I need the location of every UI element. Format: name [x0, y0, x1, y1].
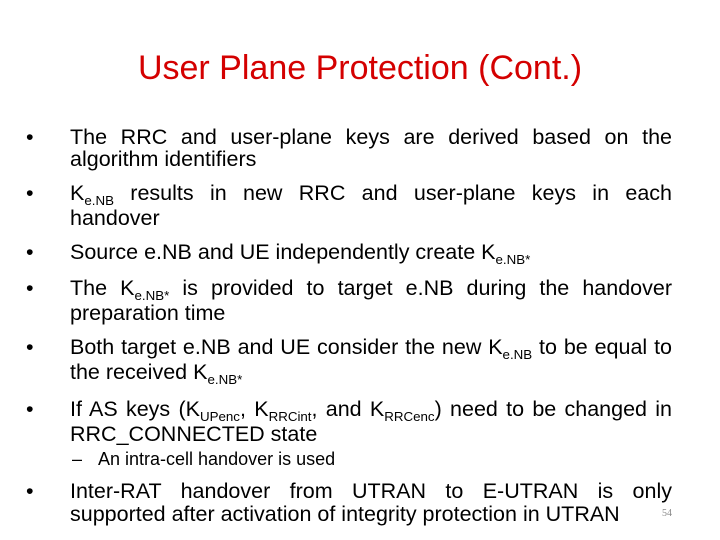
- bullet-text: Source e.NB and UE independently create: [70, 239, 482, 264]
- bullet-glyph: •: [26, 276, 34, 301]
- bullet-text: ) need to be changed in RRC_CONNECTED state: [70, 396, 672, 447]
- bullet-list: [26, 126, 672, 525]
- bullet-item: [26, 277, 672, 325]
- sub-bullet-item: [26, 448, 672, 470]
- bullet-item: [26, 398, 672, 446]
- bullet-text: , K: [239, 396, 269, 421]
- bullet-text: to be equal to the received: [70, 334, 672, 385]
- bullet-glyph: •: [26, 125, 34, 149]
- key-symbol: K: [488, 334, 503, 359]
- sub-bullet-text: An intra-cell handover is used: [98, 449, 336, 470]
- slide-title: User Plane Protection (Cont.): [137, 49, 583, 87]
- bullet-item: [26, 241, 672, 266]
- bullet-text: The RRC and user-plane keys are derived based on the algorithm identifiers: [70, 125, 672, 172]
- key-symbol: K: [193, 360, 208, 385]
- bullet-text: Both target e.NB and UE consider the new: [70, 334, 489, 359]
- bullet-item: [26, 126, 672, 171]
- bullet-text: If AS keys (K: [70, 396, 200, 421]
- bullet-item: [26, 336, 672, 387]
- key-symbol: K: [70, 180, 85, 205]
- bullet-glyph: •: [26, 239, 34, 264]
- bullet-glyph: •: [26, 396, 34, 421]
- key-subscript: e.NB*: [207, 372, 243, 388]
- key-subscript: UPenc: [199, 408, 240, 424]
- slide-number: 54: [662, 508, 672, 519]
- bullet-text: results in new RRC and user-plane keys in each handover: [70, 180, 672, 231]
- key-symbol: K: [481, 239, 496, 264]
- key-subscript: e.NB*: [134, 288, 170, 304]
- dash-glyph: –: [72, 449, 83, 470]
- bullet-text: The: [70, 276, 121, 301]
- bullet-item: [26, 480, 672, 525]
- key-symbol: K: [120, 276, 135, 301]
- bullet-glyph: •: [26, 180, 34, 205]
- bullet-glyph: •: [26, 334, 34, 359]
- key-subscript: e.NB: [84, 192, 114, 208]
- key-subscript: e.NB: [502, 346, 533, 362]
- bullet-item: [26, 182, 672, 230]
- key-subscript: e.NB*: [495, 251, 531, 267]
- key-subscript: RRCint: [268, 408, 312, 424]
- bullet-text: is provided to target e.NB during the handover preparation time: [70, 276, 672, 326]
- key-subscript: RRCenc: [384, 408, 435, 424]
- bullet-text: , and K: [311, 396, 385, 421]
- bullet-text: Inter-RAT handover from UTRAN to E-UTRAN is only supported after activation of integrity protection in UTRAN: [70, 479, 672, 526]
- bullet-glyph: •: [26, 479, 34, 504]
